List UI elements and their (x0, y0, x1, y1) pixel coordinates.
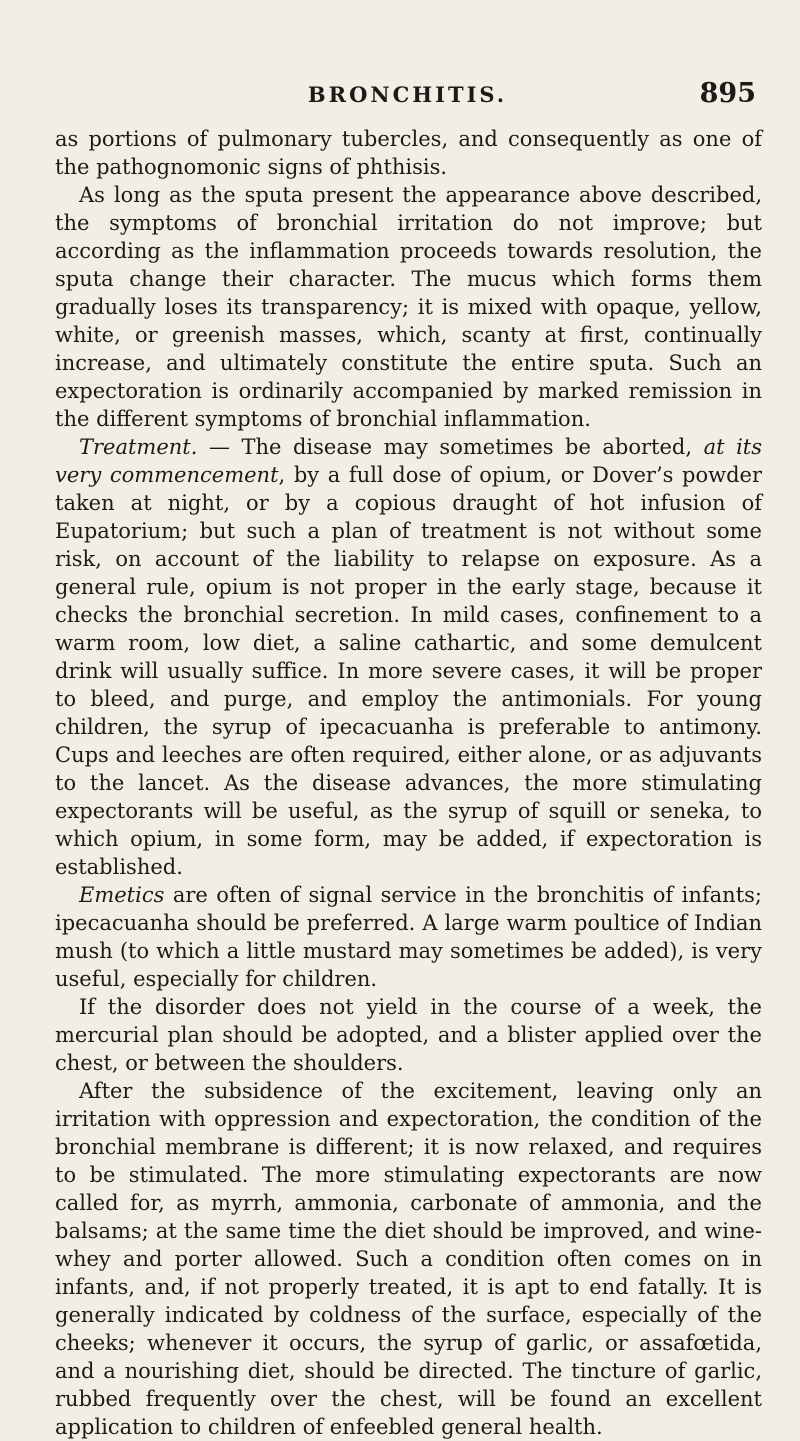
paragraph-subsidence: After the subsidence of the excitement, leaving only an irritation with oppression and expectoration, the condition of the bronchial membrane is different; it is now relaxed, and requires to be stimulated. The more stimulating expectorants are now called for, as myrrh, ammonia, carbonate of ammonia, and the balsams; at the same time the diet should be improved, and wine-whey and porter allowed. Such a condition often comes on in infants, and, if not properly treated, it is apt to end fatally. It is generally indicated by coldness of the surface, especially of the cheeks; whenever it occurs, the syrup of garlic, or assafœtida, and a nourishing diet, should be directed. The tincture of garlic, rubbed frequently over the chest, will be found an excellent application to children of enfeebled general health. (55, 1079, 762, 1439)
paragraph-continuation: as portions of pulmonary tubercles, and consequently as one of the pathognomonic signs of phthisis. (55, 127, 762, 179)
paragraph-treatment (55, 433, 762, 881)
treatment-emphasis: at its very commencement (55, 435, 763, 487)
treatment-text-a: — The disease may sometimes be aborted, (197, 435, 704, 459)
running-title: BRONCHITIS. (307, 82, 508, 107)
page-number: 895 (699, 78, 756, 109)
paragraph-emetics (55, 881, 762, 993)
emetics-text: are often of signal service in the bronchitis of infants; ipecacuanha should be preferred. A large warm poultice of Indian mush (to which a little mustard may sometimes be added), is very useful, especially for children. (55, 883, 762, 991)
paragraph-sputa-change: As long as the sputa present the appearance above described, the symptoms of bronchial irritation do not improve; but according as the inflammation proceeds towards resolution, the sputa change their character. The mucus which forms them gradually loses its transparency; it is mixed with opaque, yellow, white, or greenish masses, which, scanty at first, continually increase, and ultimately constitute the entire sputa. Such an expectoration is ordinarily accompanied by marked remission in the different symptoms of bronchial inflammation. (55, 183, 762, 431)
body-text (55, 125, 762, 1441)
emetics-heading: Emetics (79, 883, 165, 907)
treatment-heading: Treatment. (79, 435, 198, 459)
treatment-text-b: , by a full dose of opium, or Dover’s powder taken at night, or by a copious draught of hot infusion of Eupatorium; but such a plan of treatment is not without some risk, on account of the liability to relapse on exposure. As a general rule, opium is not proper in the early stage, because it checks the bronchial secretion. In mild cases, confinement to a warm room, low diet, a saline cathartic, and some demulcent drink will usually suffice. In more severe cases, it will be proper to bleed, and purge, and employ the antimonials. For young children, the syrup of ipecacuanha is preferable to antimony. Cups and leeches are often required, either alone, or as adjuvants to the lancet. As the disease advances, the more stimulating expectorants will be useful, as the syrup of squill or seneka, to which opium, in some form, may be added, if expectoration is established. (55, 463, 762, 879)
paragraph-mercurial: If the disorder does not yield in the course of a week, the mercurial plan should be adopted, and a blister applied over the chest, or between the shoulders. (55, 995, 762, 1075)
running-head (55, 78, 760, 108)
